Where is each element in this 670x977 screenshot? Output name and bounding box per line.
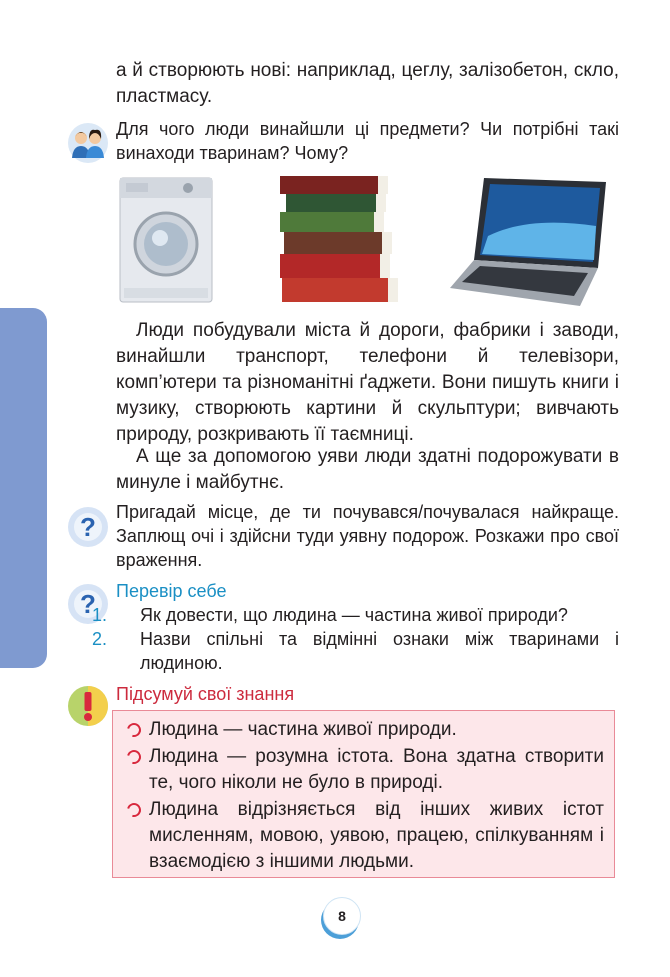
summary-item-text: Людина — частина живої природи. <box>149 719 457 740</box>
summary-item <box>123 717 604 743</box>
summary-item-text: Людина відрізняється від інших живих істот мисленням, мовою, уявою, працею, спілкуванням і взаємодією з іншими людьми. <box>149 799 604 872</box>
check-heading: Перевір себе <box>116 581 227 601</box>
bullet-icon <box>124 720 143 739</box>
check-section <box>92 579 619 675</box>
item-number: 1. <box>92 605 108 625</box>
item-text: Назви спільні та відмінні ознаки між тваринами і людиною. <box>140 629 619 673</box>
summary-box <box>112 710 615 878</box>
list-item <box>92 603 619 627</box>
summary-item-text: Людина — розумна істота. Вона здатна створити те, чого ніколи не було в природі. <box>149 746 604 793</box>
exclamation-icon <box>67 685 109 727</box>
summary-item <box>123 744 604 796</box>
paragraph-2: А ще за допомогою уяви люди здатні подорожувати в минуле і майбутнє. <box>116 446 619 493</box>
intro-text: а й створюють нові: наприклад, цеглу, залізобетон, скло, пластмасу. <box>116 60 619 107</box>
washing-machine-image <box>118 176 216 306</box>
side-tab <box>0 308 47 668</box>
bullet-icon <box>124 747 143 766</box>
svg-text:?: ? <box>80 589 96 619</box>
summary-heading: Підсумуй свої знання <box>116 684 295 704</box>
task-text: Пригадай місце, де ти почувався/почувалася найкраще. Заплющ очі і здійсни туди уявну подорож. Розкажи про свої враження. <box>116 502 619 570</box>
list-item <box>92 627 619 675</box>
page-number: 8 <box>323 897 361 935</box>
item-text: Як довести, що людина — частина живої природи? <box>140 605 568 625</box>
paragraph-1: Люди побудували міста й дороги, фабрики і заводи, винайшли транспорт, телефони й телевізори, комп’ютери та різноманітні ґаджети. Вони пишуть книги і музику, створюють картини й скульптури; вивчають природу, розкривають її таємниці. <box>116 320 619 445</box>
bullet-icon <box>124 800 143 819</box>
svg-text:?: ? <box>80 512 96 542</box>
books-image <box>276 174 404 306</box>
summary-item <box>123 797 604 875</box>
laptop-image <box>448 176 610 308</box>
children-icon <box>67 122 109 164</box>
question-kids: Для чого люди винайшли ці предмети? Чи потрібні такі винаходи тваринам? Чому? <box>116 119 619 163</box>
question-icon <box>67 506 109 548</box>
item-number: 2. <box>92 629 108 649</box>
